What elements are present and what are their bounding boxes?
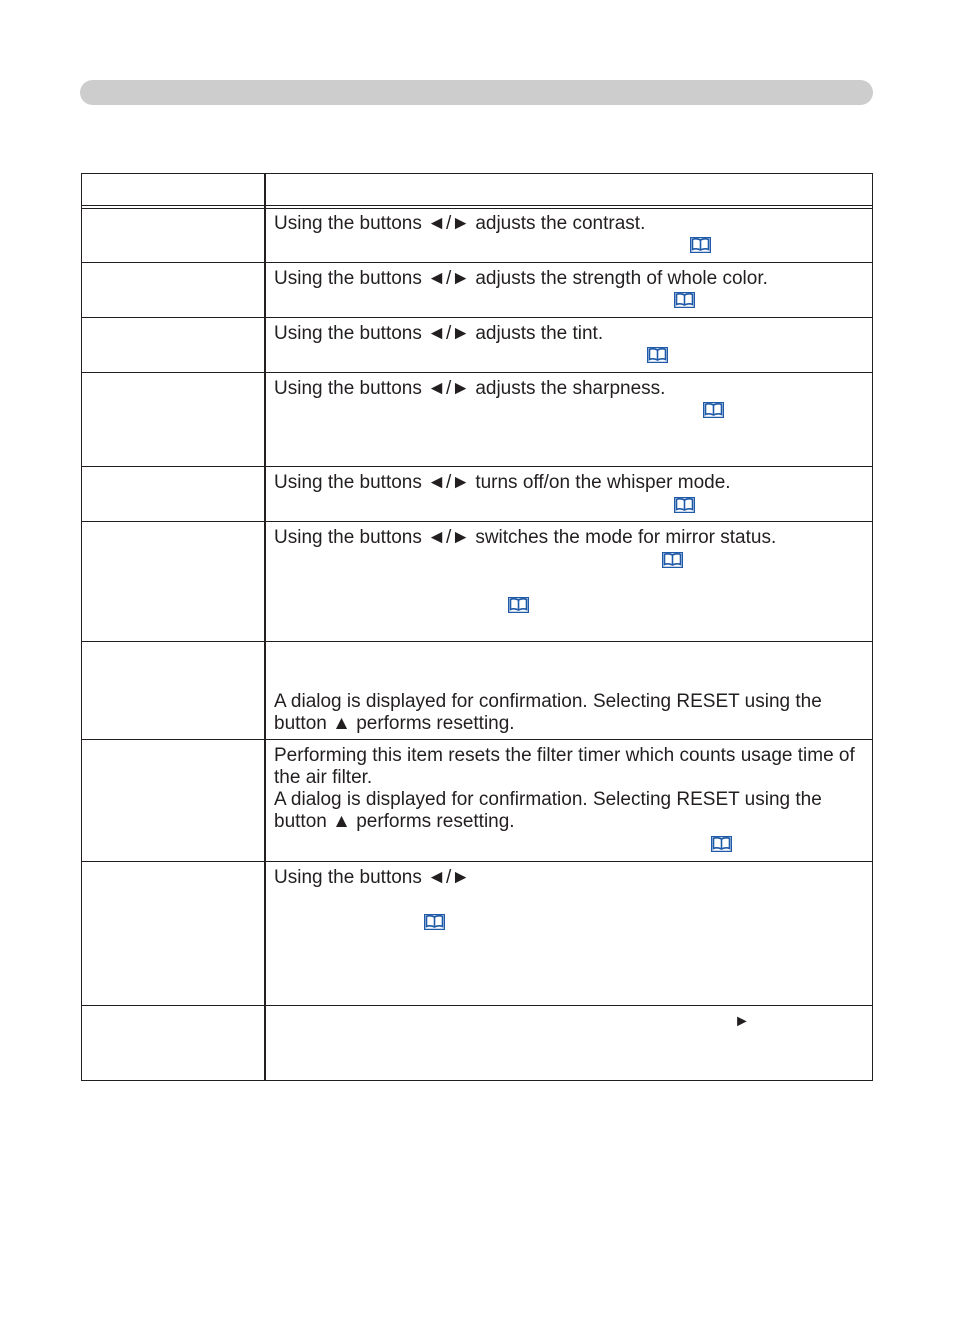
tint-description: Using the buttons ◄/► adjusts the tint. [274,323,604,344]
book-icon[interactable] [703,402,724,418]
menu-table [81,173,873,1081]
book-icon[interactable] [508,597,529,613]
row-divider [82,466,872,467]
book-icon[interactable] [711,836,732,852]
whisper-description: Using the buttons ◄/► turns off/on the whisper mode. [274,472,731,493]
row-divider [82,317,872,318]
section-title-bar [80,80,873,105]
book-icon[interactable] [674,497,695,513]
book-icon[interactable] [690,237,711,253]
row-divider [82,739,872,740]
right-arrow-icon: ► [734,1013,750,1030]
mirror-description: Using the buttons ◄/► switches the mode for mirror status. [274,527,777,548]
row-divider [82,1005,872,1006]
header-rule-top [82,205,872,206]
sharpness-description: Using the buttons ◄/► adjusts the sharpness. [274,378,666,399]
color-description: Using the buttons ◄/► adjusts the strength of whole color. [274,268,768,289]
row-divider [82,372,872,373]
book-icon[interactable] [647,347,668,363]
reset-description: A dialog is displayed for confirmation. Selecting RESET using the button ▲ performs resetting. [274,691,822,734]
header-rule-bottom [82,208,872,209]
contrast-description: Using the buttons ◄/► adjusts the contrast. [274,213,646,234]
book-icon[interactable] [424,914,445,930]
filter-time-confirmation: A dialog is displayed for confirmation. Selecting RESET using the button ▲ performs resetting. [274,789,822,832]
filter-time-description: Performing this item resets the filter timer which counts usage time of the air filter. [274,745,855,788]
book-icon[interactable] [662,552,683,568]
language-description: Using the buttons ◄/► [274,867,471,888]
column-divider [264,174,266,1080]
row-divider [82,641,872,642]
book-icon[interactable] [674,292,695,308]
row-divider [82,521,872,522]
row-divider [82,861,872,862]
row-divider [82,262,872,263]
